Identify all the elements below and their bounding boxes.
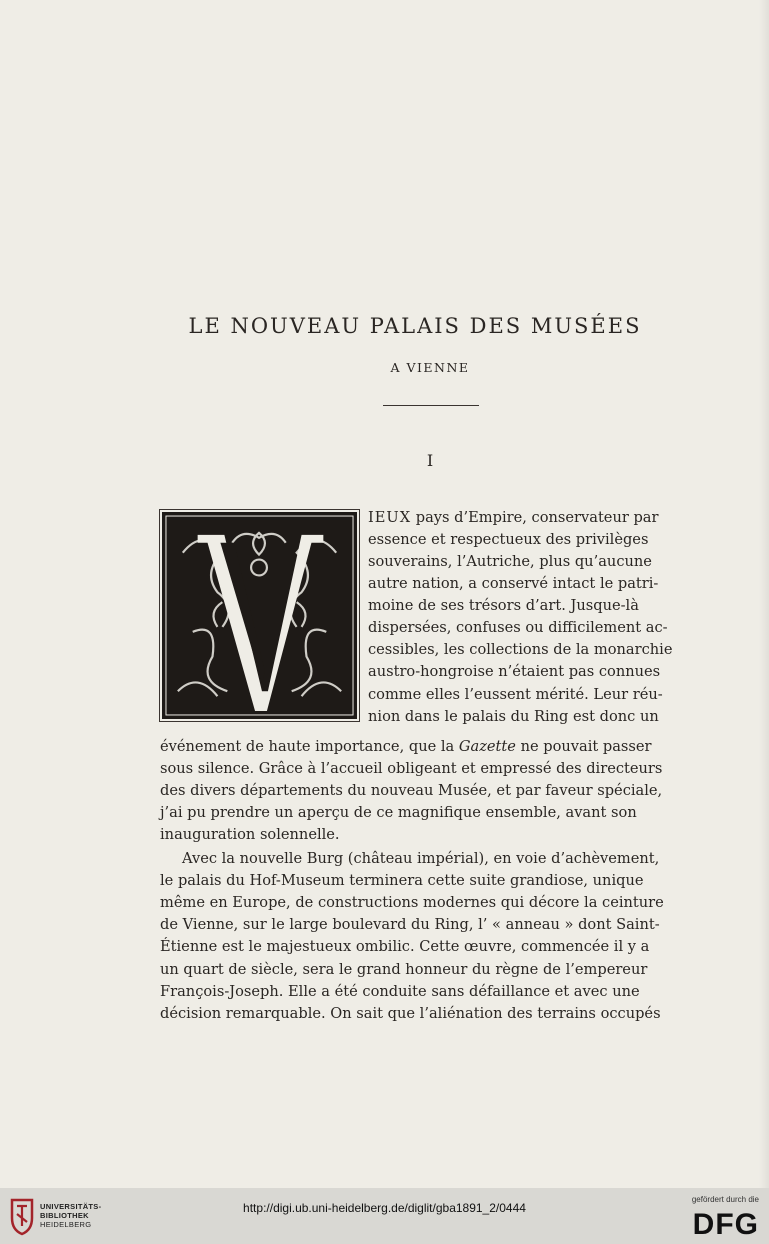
- text-line-10: nion dans le palais du Ring est donc un: [368, 708, 659, 725]
- text-line-17: le palais du Hof-Museum terminera cette suite grandiose, unique: [160, 872, 644, 889]
- dropcap-v-icon: [163, 513, 356, 718]
- text-line-12: sous silence. Grâce à l’accueil obligeant et empressé des directeurs: [160, 760, 663, 777]
- text-line-5: moine de ses trésors d’art. Jusque-là: [368, 597, 639, 614]
- article-title: LE NOUVEAU PALAIS DES MUSÉES: [188, 314, 642, 338]
- funding-caption: gefördert durch die: [691, 1195, 759, 1204]
- text-line-8: austro-hongroise n’étaient pas connues: [368, 663, 661, 680]
- text-line-4: autre nation, a conservé intact le patri-: [368, 575, 659, 592]
- text-line-2: essence et respectueux des privilèges: [368, 531, 649, 548]
- text-line-23: décision remarquable. On sait que l’aliénation des terrains occupés: [160, 1005, 661, 1022]
- italic-gazette: Gazette: [458, 738, 516, 755]
- library-name-line2: BIBLIOTHEK: [40, 1211, 89, 1220]
- library-name-line1: UNIVERSITÄTS-: [40, 1202, 102, 1211]
- text-line-21: un quart de siècle, sera le grand honneur du règne de l’empereur: [160, 961, 648, 978]
- text-line-1: [368, 509, 658, 527]
- text-line-3: souverains, l’Autriche, plus qu’aucune: [368, 553, 652, 570]
- text-line-11: [160, 738, 652, 756]
- dfg-logo: DFG: [692, 1208, 759, 1241]
- text-line-22: François-Joseph. Elle a été conduite sans défaillance et avec une: [160, 983, 640, 1000]
- text-line-13: des divers départements du nouveau Musée, et par faveur spéciale,: [160, 782, 663, 799]
- viewer-footer: [0, 1188, 769, 1244]
- ornamental-dropcap: [162, 512, 357, 719]
- section-number: I: [426, 451, 434, 470]
- text-line-14: j’ai pu prendre un aperçu de ce magnifique ensemble, avant son: [160, 804, 637, 821]
- text-line-1-text: pays d’Empire, conservateur par: [411, 509, 659, 526]
- library-name-line3: HEIDELBERG: [40, 1220, 92, 1229]
- text-line-16: Avec la nouvelle Burg (château impérial), en voie d’achèvement,: [182, 850, 660, 867]
- text-line-20: Étienne est le majestueux ombilic. Cette œuvre, commencée il y a: [160, 938, 650, 955]
- text-line-19: de Vienne, sur le large boulevard du Ring, l’ « anneau » dont Saint-: [160, 916, 660, 933]
- title-divider: [383, 405, 479, 406]
- text-line-6: dispersées, confuses ou difficilement ac-: [368, 619, 668, 636]
- text-line-9: comme elles l’eussent mérité. Leur réu-: [368, 686, 663, 703]
- first-word-rest: IEUX: [368, 509, 412, 526]
- text-line-15: inauguration solennelle.: [160, 826, 340, 843]
- text-line-18: même en Europe, de constructions modernes qui décore la ceinture: [160, 894, 664, 911]
- article-subtitle: A VIENNE: [390, 360, 470, 375]
- text-line-11-text: événement de haute importance, que la: [160, 738, 459, 755]
- text-line-7: cessibles, les collections de la monarchie: [368, 641, 673, 658]
- permalink-url[interactable]: http://digi.ub.uni-heidelberg.de/diglit/gba1891_2/0444: [243, 1201, 526, 1215]
- text-line-11-end: ne pouvait passer: [515, 738, 652, 755]
